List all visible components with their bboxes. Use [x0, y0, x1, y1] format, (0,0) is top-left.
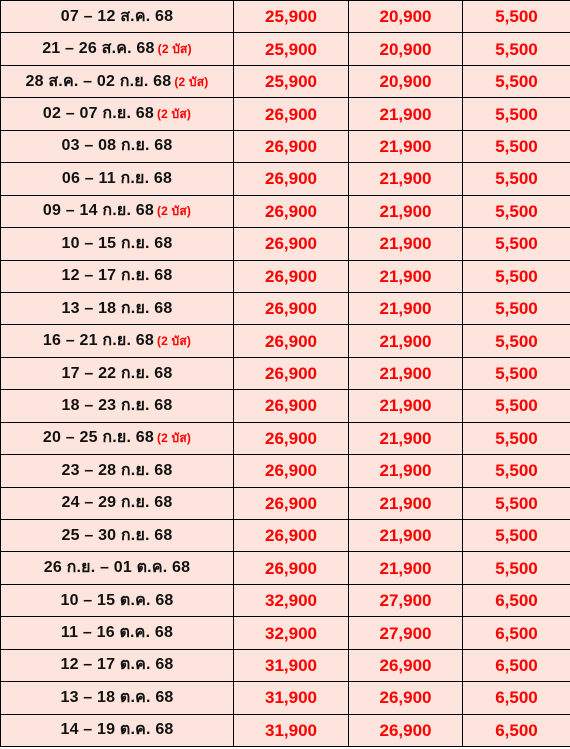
departure-date: 18 – 23 ก.ย. 68 — [61, 396, 173, 414]
departure-date-cell — [1, 292, 234, 324]
bus-count-note: (2 บัส) — [156, 334, 192, 349]
single-supplement: 6,500 — [463, 649, 570, 681]
single-supplement: 5,500 — [463, 325, 570, 357]
single-supplement: 5,500 — [463, 487, 570, 519]
table-row — [1, 228, 570, 260]
departure-date-cell — [1, 520, 234, 552]
departure-date: 16 – 21 ก.ย. 68 — [42, 332, 154, 350]
departure-date: 09 – 14 ก.ย. 68 — [42, 202, 154, 220]
child-price: 21,900 — [349, 98, 463, 130]
child-price: 21,900 — [349, 325, 463, 357]
departure-date-cell — [1, 98, 234, 130]
table-row — [1, 584, 570, 616]
table-row — [1, 325, 570, 357]
departure-date-cell — [1, 130, 234, 162]
single-supplement: 6,500 — [463, 682, 570, 714]
adult-price: 26,900 — [234, 130, 349, 162]
departure-date: 03 – 08 ก.ย. 68 — [61, 137, 173, 155]
departure-date-cell — [1, 33, 234, 65]
table-row — [1, 65, 570, 97]
adult-price: 26,900 — [234, 163, 349, 195]
departure-date-cell — [1, 228, 234, 260]
departure-date-cell — [1, 455, 234, 487]
adult-price: 26,900 — [234, 292, 349, 324]
departure-date-cell — [1, 163, 234, 195]
child-price: 21,900 — [349, 455, 463, 487]
departure-date: 20 – 25 ก.ย. 68 — [42, 429, 154, 447]
departure-date-cell — [1, 422, 234, 454]
departure-date: 12 – 17 ก.ย. 68 — [61, 267, 173, 285]
single-supplement: 5,500 — [463, 33, 570, 65]
adult-price: 25,900 — [234, 65, 349, 97]
departure-date: 10 – 15 ก.ย. 68 — [61, 234, 173, 252]
departure-date: 26 ก.ย. – 01 ต.ค. 68 — [43, 559, 191, 577]
table-row — [1, 98, 570, 130]
child-price: 21,900 — [349, 195, 463, 227]
adult-price: 26,900 — [234, 552, 349, 584]
bus-count-note: (2 บัส) — [156, 107, 192, 122]
table-row — [1, 292, 570, 324]
departure-date-cell — [1, 617, 234, 649]
bus-count-note: (2 บัส) — [156, 431, 192, 446]
adult-price: 26,900 — [234, 455, 349, 487]
single-supplement: 5,500 — [463, 228, 570, 260]
departure-date-cell — [1, 649, 234, 681]
adult-price: 26,900 — [234, 325, 349, 357]
departure-date: 11 – 16 ต.ค. 68 — [60, 624, 174, 642]
adult-price: 26,900 — [234, 422, 349, 454]
table-row — [1, 1, 570, 33]
child-price: 21,900 — [349, 228, 463, 260]
adult-price: 32,900 — [234, 617, 349, 649]
departure-date-cell — [1, 325, 234, 357]
child-price: 21,900 — [349, 520, 463, 552]
child-price: 21,900 — [349, 552, 463, 584]
departure-date-cell — [1, 390, 234, 422]
table-row — [1, 422, 570, 454]
child-price: 21,900 — [349, 163, 463, 195]
table-row — [1, 487, 570, 519]
single-supplement: 5,500 — [463, 390, 570, 422]
single-supplement: 5,500 — [463, 260, 570, 292]
single-supplement: 5,500 — [463, 455, 570, 487]
child-price: 27,900 — [349, 617, 463, 649]
child-price: 21,900 — [349, 357, 463, 389]
child-price: 21,900 — [349, 260, 463, 292]
table-row — [1, 552, 570, 584]
adult-price: 25,900 — [234, 33, 349, 65]
departure-date-cell — [1, 1, 234, 33]
child-price: 26,900 — [349, 649, 463, 681]
departure-date: 12 – 17 ต.ค. 68 — [60, 656, 174, 674]
table-row — [1, 520, 570, 552]
adult-price: 26,900 — [234, 228, 349, 260]
departure-date: 10 – 15 ต.ค. 68 — [60, 591, 174, 609]
table-row — [1, 195, 570, 227]
single-supplement: 5,500 — [463, 98, 570, 130]
child-price: 20,900 — [349, 65, 463, 97]
table-row — [1, 33, 570, 65]
single-supplement: 5,500 — [463, 195, 570, 227]
table-row — [1, 714, 570, 746]
table-row — [1, 357, 570, 389]
table-row — [1, 455, 570, 487]
table-row — [1, 649, 570, 681]
single-supplement: 6,500 — [463, 584, 570, 616]
departure-date: 17 – 22 ก.ย. 68 — [61, 364, 173, 382]
single-supplement: 5,500 — [463, 163, 570, 195]
bus-count-note: (2 บัส) — [157, 42, 192, 57]
child-price: 21,900 — [349, 130, 463, 162]
table-row — [1, 617, 570, 649]
single-supplement: 5,500 — [463, 1, 570, 33]
table-row — [1, 130, 570, 162]
adult-price: 26,900 — [234, 98, 349, 130]
single-supplement: 5,500 — [463, 552, 570, 584]
departure-date-cell — [1, 195, 234, 227]
departure-date: 25 – 30 ก.ย. 68 — [61, 526, 173, 544]
departure-date-cell — [1, 357, 234, 389]
departure-date: 07 – 12 ส.ค. 68 — [60, 7, 174, 25]
adult-price: 26,900 — [234, 487, 349, 519]
adult-price: 31,900 — [234, 714, 349, 746]
bus-count-note: (2 บัส) — [156, 204, 192, 219]
departure-date-cell — [1, 487, 234, 519]
single-supplement: 6,500 — [463, 714, 570, 746]
single-supplement: 5,500 — [463, 65, 570, 97]
table-row — [1, 260, 570, 292]
adult-price: 31,900 — [234, 682, 349, 714]
table-row — [1, 163, 570, 195]
departure-date-cell — [1, 584, 234, 616]
table-row — [1, 390, 570, 422]
child-price: 21,900 — [349, 487, 463, 519]
departure-date-cell — [1, 65, 234, 97]
child-price: 21,900 — [349, 390, 463, 422]
departure-date-cell — [1, 714, 234, 746]
adult-price: 26,900 — [234, 195, 349, 227]
adult-price: 32,900 — [234, 584, 349, 616]
departure-date: 24 – 29 ก.ย. 68 — [61, 494, 173, 512]
departure-date: 23 – 28 ก.ย. 68 — [61, 461, 173, 479]
adult-price: 25,900 — [234, 1, 349, 33]
departure-date: 28 ส.ค. – 02 ก.ย. 68 — [25, 72, 172, 90]
single-supplement: 5,500 — [463, 520, 570, 552]
single-supplement: 5,500 — [463, 422, 570, 454]
child-price: 21,900 — [349, 422, 463, 454]
departure-date: 02 – 07 ก.ย. 68 — [42, 105, 154, 123]
table-row — [1, 682, 570, 714]
departure-date: 06 – 11 ก.ย. 68 — [61, 169, 173, 187]
single-supplement: 5,500 — [463, 130, 570, 162]
departure-date: 13 – 18 ก.ย. 68 — [61, 299, 173, 317]
child-price: 27,900 — [349, 584, 463, 616]
adult-price: 26,900 — [234, 390, 349, 422]
departure-date: 14 – 19 ต.ค. 68 — [60, 721, 174, 739]
table-body — [1, 1, 570, 747]
child-price: 26,900 — [349, 714, 463, 746]
departure-date-cell — [1, 552, 234, 584]
child-price: 20,900 — [349, 1, 463, 33]
departure-date-cell — [1, 260, 234, 292]
departure-date: 21 – 26 ส.ค. 68 — [42, 40, 155, 58]
single-supplement: 5,500 — [463, 292, 570, 324]
adult-price: 31,900 — [234, 649, 349, 681]
single-supplement: 6,500 — [463, 617, 570, 649]
departure-date: 13 – 18 ต.ค. 68 — [60, 688, 174, 706]
single-supplement: 5,500 — [463, 357, 570, 389]
child-price: 20,900 — [349, 33, 463, 65]
adult-price: 26,900 — [234, 520, 349, 552]
child-price: 26,900 — [349, 682, 463, 714]
adult-price: 26,900 — [234, 260, 349, 292]
bus-count-note: (2 บัส) — [174, 74, 209, 89]
departure-date-cell — [1, 682, 234, 714]
adult-price: 26,900 — [234, 357, 349, 389]
child-price: 21,900 — [349, 292, 463, 324]
